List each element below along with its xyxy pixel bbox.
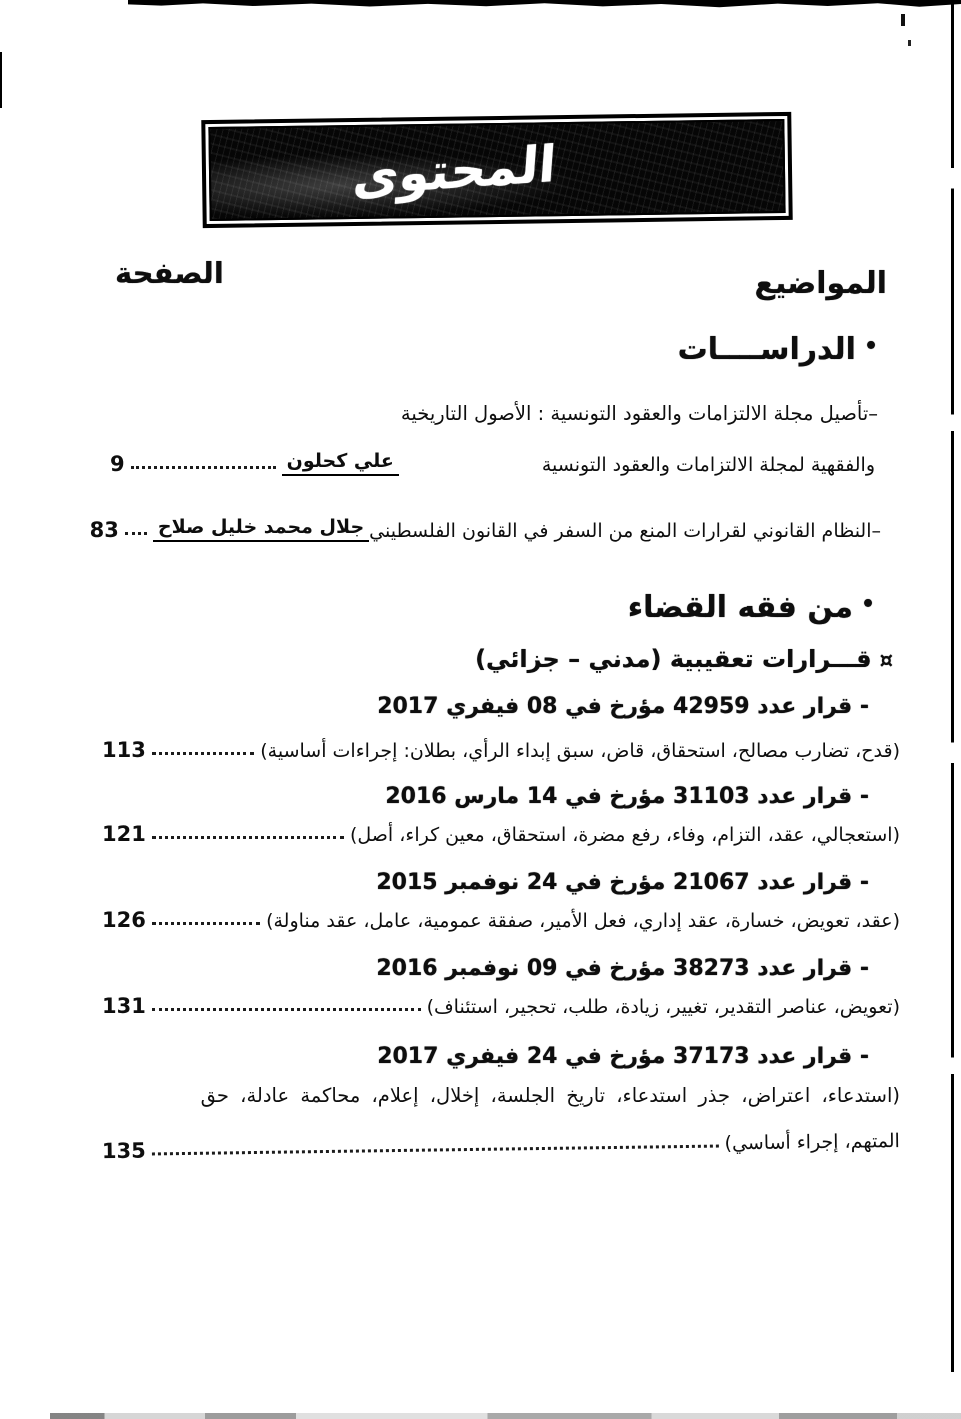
decision-keywords: (استعجالي، عقد، التزام، وفاء، رفع مضرة، استحقاق، معين كراء، أصل)	[350, 824, 900, 847]
decision-page-number: 126	[102, 908, 146, 932]
decision-page-number: 131	[102, 994, 146, 1018]
decision-header: - قرار عدد 42959 مؤرخ في 08 فيفري 2017	[377, 694, 869, 719]
study-entry-title-line2: والفقهية لمجلة الالتزامات والعقود التونسية	[541, 454, 875, 476]
decision-keywords-row	[102, 738, 900, 762]
dot-leader	[152, 836, 344, 839]
decision-keywords: (عقد، تعويض، خسارة، عقد إداري، فعل الأمير، صفقة عمومية، عامل، عقد مناولة)	[266, 910, 900, 933]
decision-page-number: 121	[102, 822, 146, 846]
contents-banner-title: المحتوى	[351, 134, 559, 207]
decision-keywords-row	[102, 822, 900, 846]
contents-banner	[201, 112, 792, 228]
cassation-decisions-subheading	[475, 645, 893, 673]
page-column-header: الصفحة	[115, 256, 224, 290]
dot-leader	[152, 752, 254, 755]
study-entry-author: علي كحلون	[282, 450, 399, 476]
decision-header: - قرار عدد 37173 مؤرخ في 24 فيفري 2017	[377, 1044, 869, 1069]
dot-leader	[131, 466, 276, 469]
scan-artifact-top-strip	[128, 0, 961, 8]
subheading-label: قـــرارات تعقيبية (مدني – جزائي)	[475, 645, 872, 673]
scan-artifact-left-line	[0, 52, 2, 108]
scan-speck	[901, 14, 905, 26]
jurisprudence-section-heading	[628, 590, 875, 625]
decision-keywords-line1: (استدعاء، اعتراض، جذر استدعاء، تاريخ الجلسة، إخلال، إعلام، محاكمة عادلة، حق	[200, 1084, 900, 1107]
jurisprudence-heading-label: من فقه القضاء	[627, 590, 853, 625]
decision-keywords-row	[102, 908, 900, 932]
studies-heading-label: الدراســــات	[677, 332, 856, 367]
dot-leader	[152, 1008, 421, 1011]
study-entry-row	[89, 516, 881, 542]
decision-header: - قرار عدد 21067 مؤرخ في 24 نوفمبر 2015	[376, 870, 869, 895]
topics-column-header: المواضيع	[754, 266, 887, 301]
studies-bullet-icon: •	[863, 334, 878, 359]
subheading-marker-icon: ¤	[879, 648, 893, 672]
decision-keywords-row	[102, 994, 900, 1018]
study-entry-page-number: 83	[89, 517, 119, 542]
scan-speck	[908, 40, 911, 46]
decision-page-number: 113	[102, 738, 146, 762]
scan-artifact-right-line	[951, 4, 954, 1372]
study-entry-title-line1: –تأصيل مجلة الالتزامات والعقود التونسية : الأصول التاريخية	[400, 402, 878, 425]
contents-banner-inner	[208, 119, 785, 221]
decision-keywords-line2: المتهم، إجراء أساسي)	[724, 1130, 900, 1155]
study-entry-title-line1: –النظام القانوني لقرارات المنع من السفر في القانون الفلسطيني	[369, 520, 881, 542]
decision-keywords: (قدح، تضارب مصالح، استحقاق، قاض، سبق إبداء الرأي، بطلان: إجراءات أساسية)	[260, 740, 900, 763]
study-entry-row	[110, 450, 875, 476]
dot-leader	[152, 1145, 719, 1156]
study-entry-page-number: 9	[110, 451, 125, 476]
decision-page-number: 135	[101, 1138, 146, 1164]
jurisprudence-bullet-icon: •	[860, 592, 875, 617]
decision-keywords: (تعويض، عناصر التقدير، تغيير، زيادة، طلب، تحجير، استئناف)	[426, 996, 900, 1019]
scan-artifact-bottom-strip	[50, 1413, 961, 1419]
decision-header: - قرار عدد 38273 مؤرخ في 09 نوفمبر 2016	[376, 956, 869, 981]
decision-keywords-row	[102, 1128, 900, 1163]
decision-header: - قرار عدد 31103 مؤرخ في 14 مارس 2016	[385, 784, 869, 809]
study-entry-author: جلال محمد خليل صلاح	[153, 516, 369, 542]
studies-section-heading	[678, 332, 878, 367]
dot-leader	[125, 532, 147, 535]
dot-leader	[152, 922, 260, 925]
